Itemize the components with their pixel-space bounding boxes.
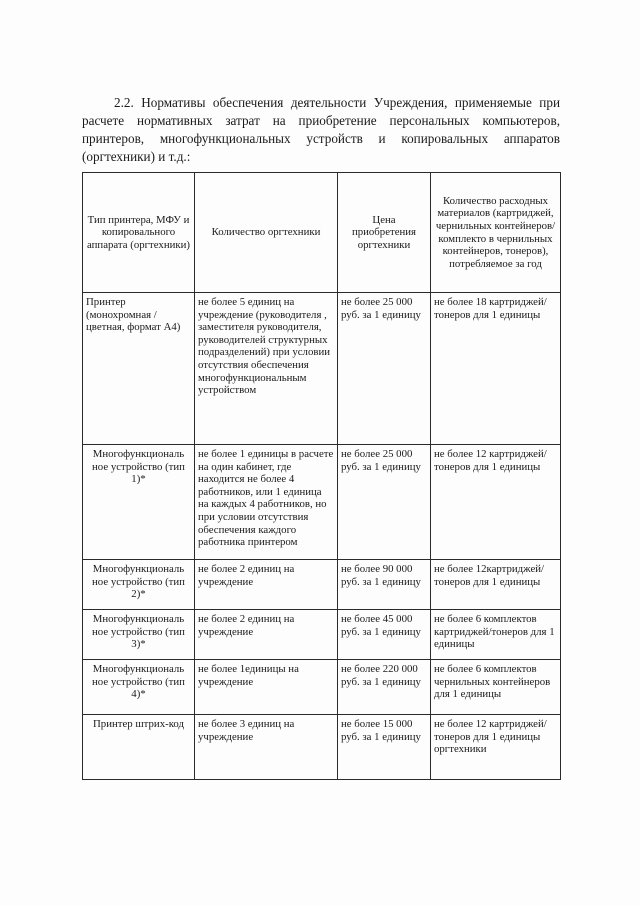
section-intro-paragraph: 2.2. Нормативы обеспечения деятельности Учреждения, применяемые при расчете нормативных затрат на приобретение персональных компьютеров, принтеров, многофункциональных устройств и копировальных аппаратов (оргтехники) и т.д.: (82, 95, 560, 164)
cell-price: не более 15 000 руб. за 1 единицу (338, 715, 431, 780)
cell-type: Многофункциональ ное устройство (тип 2)* (83, 560, 195, 610)
table-row (83, 610, 561, 660)
table-row (83, 715, 561, 780)
header-quantity: Количество оргтехники (195, 173, 338, 293)
cell-type: Принтер (монохромная / цветная, формат А4) (83, 293, 195, 445)
header-price: Цена приобретения оргтехники (338, 173, 431, 293)
cell-price: не более 220 000 руб. за 1 единицу (338, 660, 431, 715)
cell-price: не более 25 000 руб. за 1 единицу (338, 293, 431, 445)
cell-consumables: не более 6 комплектов картриджей/тонеров для 1 единицы (431, 610, 561, 660)
cell-type: Многофункциональ ное устройство (тип 4)* (83, 660, 195, 715)
cell-quantity: не более 5 единиц на учреждение (руководителя , заместителя руководителя, руководителей структурных подразделений) при условии отсутствия обеспечения многофункциональным устройством (195, 293, 338, 445)
cell-type: Принтер штрих-код (83, 715, 195, 780)
header-printer-type: Тип принтера, МФУ и копировального аппарата (оргтехники) (83, 173, 195, 293)
cell-consumables: не более 12 картриджей/тонеров для 1 единицы оргтехники (431, 715, 561, 780)
table-row (83, 293, 561, 445)
cell-consumables: не более 12картриджей/тонеров для 1 единицы (431, 560, 561, 610)
norms-table (82, 172, 561, 780)
table-row (83, 445, 561, 560)
cell-quantity: не более 3 единиц на учреждение (195, 715, 338, 780)
table-row (83, 560, 561, 610)
cell-quantity: не более 1 единицы в расчете на один кабинет, где находится не более 4 работников, или 1 единица на каждых 4 работников, но при условии отсутствия обеспечения каждого работника принтером (195, 445, 338, 560)
table-header-row (83, 173, 561, 293)
cell-consumables: не более 6 комплектов чернильных контейнеров для 1 единицы (431, 660, 561, 715)
header-consumables: Количество расходных материалов (картриджей, чернильных контейнеров/комплекто в чернильных контейнеров, тонеров), потребляемое за год (431, 173, 561, 293)
cell-type: Многофункциональ ное устройство (тип 1)* (83, 445, 195, 560)
cell-price: не более 90 000 руб. за 1 единицу (338, 560, 431, 610)
cell-price: не более 45 000 руб. за 1 единицу (338, 610, 431, 660)
cell-price: не более 25 000 руб. за 1 единицу (338, 445, 431, 560)
table-row (83, 660, 561, 715)
cell-consumables: не более 18 картриджей/тонеров для 1 единицы (431, 293, 561, 445)
cell-quantity: не более 2 единиц на учреждение (195, 610, 338, 660)
cell-consumables: не более 12 картриджей/тонеров для 1 единицы (431, 445, 561, 560)
cell-type: Многофункциональ ное устройство (тип 3)* (83, 610, 195, 660)
cell-quantity: не более 2 единиц на учреждение (195, 560, 338, 610)
cell-quantity: не более 1единицы на учреждение (195, 660, 338, 715)
